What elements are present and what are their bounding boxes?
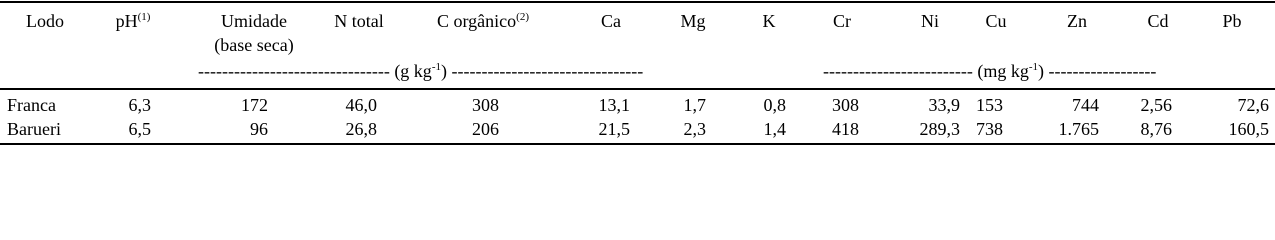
header-rule [0,88,1275,90]
header-cr: Cr [833,11,851,31]
row-barueri-ca: 21,5 [598,119,630,139]
header-c-organico: C orgânico$^{(2)}$ [437,11,529,31]
row-barueri-lodo: Barueri [7,119,61,139]
row-franca-k: 0,8 [763,95,786,115]
row-barueri-cr: 418 [832,119,859,139]
header-zn: Zn [1067,11,1087,31]
row-franca-pb: 72,6 [1237,95,1269,115]
header-lodo: Lodo [26,11,64,31]
header-cd: Cd [1147,11,1169,31]
header-n-total: N total [334,11,384,31]
row-barueri-c-organico: 206 [472,119,499,139]
unit-g-per-kg: -------------------------------- (g $kg^{-1}$) -------------------------------- [198,61,644,81]
row-barueri-ph: 6,5 [128,119,151,139]
row-franca-umidade: 172 [241,95,268,115]
row-franca-c-organico: 308 [472,95,499,115]
row-franca-n-total: 46,0 [345,95,377,115]
header-umidade-basis: (base seca) [214,35,294,55]
row-barueri-zn: 1.765 [1058,119,1099,139]
row-barueri-n-total: 26,8 [345,119,377,139]
row-barueri-cu: 738 [976,119,1003,139]
row-franca-ca: 13,1 [598,95,630,115]
row-barueri-mg: 2,3 [683,119,706,139]
row-franca-lodo: Franca [7,95,56,115]
row-barueri-umidade: 96 [250,119,268,139]
header-umidade: Umidade [221,11,287,31]
header-k: K [762,11,776,31]
row-franca-ph: 6,3 [128,95,151,115]
row-barueri-pb: 160,5 [1228,119,1269,139]
unit-mg-per-kg: ------------------------- (mg $kg^{-1}$) ------------------ [823,61,1157,81]
row-franca-cr: 308 [832,95,859,115]
header-ni: Ni [921,11,939,31]
header-cu: Cu [985,11,1007,31]
row-franca-zn: 744 [1072,95,1099,115]
header-mg: Mg [680,11,706,31]
header-pb: Pb [1222,11,1242,31]
row-barueri-cd: 8,76 [1140,119,1172,139]
header-ca: Ca [601,11,621,31]
row-franca-cu: 153 [976,95,1003,115]
row-franca-ni: 33,9 [928,95,960,115]
row-franca-mg: 1,7 [683,95,706,115]
bottom-rule [0,143,1275,145]
row-barueri-ni: 289,3 [919,119,960,139]
header-ph: $pH^{(1)}$ [115,11,151,31]
row-barueri-k: 1,4 [763,119,786,139]
row-franca-cd: 2,56 [1140,95,1172,115]
top-rule [0,1,1275,3]
